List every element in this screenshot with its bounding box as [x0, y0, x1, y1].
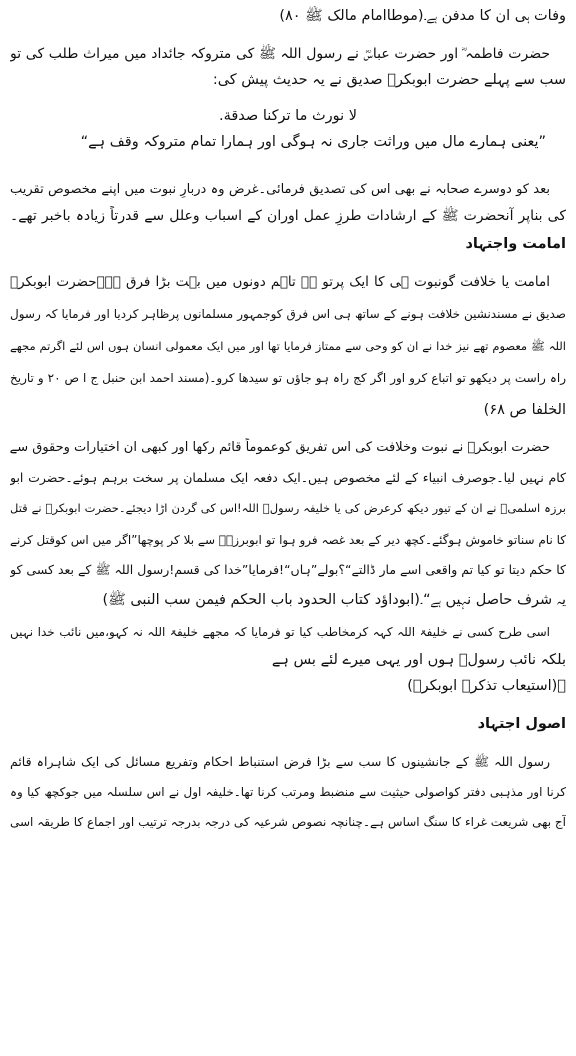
section-heading: امامت واجتہاد [465, 236, 566, 252]
text-line: سب سے پہلے حضرت ابوبکرؓ صدیق نے یہ حدیث پیش کی: [212, 72, 566, 88]
text-line: الخلفا ص ۶۸) [483, 402, 566, 418]
text-line: امامت یا خلافت گونبوت ہی کا ایک پرتو ہے تاہم دونوں میں بہت بڑا فرق ہے۔حضرت ابوبکرؓ [10, 274, 550, 290]
text-line: حضرت فاطمہ ؓ اور حضرت عباسؓ نے رسول اللہ ﷺ کی متروکہ جائداد میں میراث طلب کی تو [10, 46, 550, 62]
text-line: کا نام سناتو خاموش ہوگئے۔کچھ دیر کے بعد غصہ فرو ہوا تو ابوبرزہؓ سے بلا کر پوچھا”اگر میں اس کوقتل کرنے [10, 533, 566, 547]
text-line: اسی طرح کسی نے خلیفۃ اللہ کہہ کرمخاطب کیا تو فرمایا کہ مجھے خلیفۃ اللہ نہ کہو،میں نائب خدا نہیں [10, 625, 550, 639]
text-line: ۔(استیعاب تذکرہ ابوبکرؓ) [407, 678, 566, 694]
quote-translation: ”یعنی ہمارے مال میں وراثت جاری نہ ہوگی اور ہمارا تمام متروکہ وقف ہے“ [80, 134, 546, 150]
text-line: حضرت ابوبکرؓ نے نبوت وخلافت کی اس تفریق کوعموماً قائم رکھا اور کبھی ان اختیارات وحقوق سے [10, 440, 550, 455]
text-line: کام نہیں لیا۔جوصرف انبیاء کے لئے مخصوص ہیں۔ایک دفعہ ایک مسلمان پر سخت برہم ہوئے۔حضرت ابو [10, 470, 566, 485]
text-line: اللہ ﷺ معصوم تھے نیز خدا نے ان کو وحی سے ممتاز فرمایا تھا اور میں ایک معمولی انسان ہوں اس لئے اگرتم مجھے [10, 339, 566, 353]
text-line: صدیق نے مسندنشین خلافت ہونے کے ساتھ ہی اس فرق کوجمہور مسلمانوں پرظاہر کردیا اور فرمایا کہ رسول [10, 307, 566, 321]
section-heading: اصول اجتہاد [477, 716, 566, 732]
text-line: وفات ہی ان کا مدفن ہے۔(موطاامام مالک ﷺ ۸۰) [279, 8, 566, 24]
text-line: برزہ اسلمیؓ نے ان کے تیور دیکھ کرعرض کی یا خلیفہ رسولؐ اللہ!اس کی گردن اڑا دیجئے۔حضرت ابوبکرؓ نے قتل [10, 501, 566, 515]
text-line: کرنا اور مذہبی دفتر کواصولی حیثیت سے منضبط ومرتب کرنا تھا۔خلیفہ اول نے اس سلسلہ میں جوکچھ کیا وہ [10, 785, 566, 799]
text-line: کا حکم دیتا تو کیا تم واقعی اسے مار ڈالتے“؟بولے”ہاں“!فرمایا”خدا کی قسم!رسول اللہ ﷺ کے بعد کسی کو [10, 562, 566, 577]
text-line: بلکہ نائب رسولؐ ہوں اور یہی میرے لئے بس ہے [271, 652, 566, 668]
text-line: راہ راست پر دیکھو تو اتباع کرو اور اگر کج راہ ہو جاؤں تو سیدھا کرو۔(مسند احمد ابن حنبل ج ا ص ۲۰ و تاریخ [10, 371, 566, 385]
arabic-quote: لا نورث ما ترکنا صدقة. [218, 108, 358, 124]
text-line: یہ شرف حاصل نہیں ہے“۔(ابوداؤد کتاب الحدود باب الحکم فیمن سب النبی ﷺ) [102, 592, 566, 608]
text-line: رسول اللہ ﷺ کے جانشینوں کا سب سے بڑا فرض استنباط احکام وتفریع مسائل کی ایک شاہراہ قائم [10, 754, 550, 769]
text-line: بعد کو دوسرے صحابہ نے بھی اس کی تصدیق فرمائی۔غرض وہ دربارِ نبوت میں اپنے مخصوص تقریب [10, 182, 550, 197]
text-line: آج بھی شریعت غراء کا سنگ اساس ہے۔چنانچہ نصوص شرعیہ کی درجہ بدرجہ ترتیب اور اجماع کا طریقہ اسی [10, 815, 566, 829]
text-line: کی بناپر آنحضرت ﷺ کے ارشادات طرزِ عمل اوران کے اسباب وعلل سے قدرتاً زیادہ باخبر تھے۔ [10, 208, 566, 224]
